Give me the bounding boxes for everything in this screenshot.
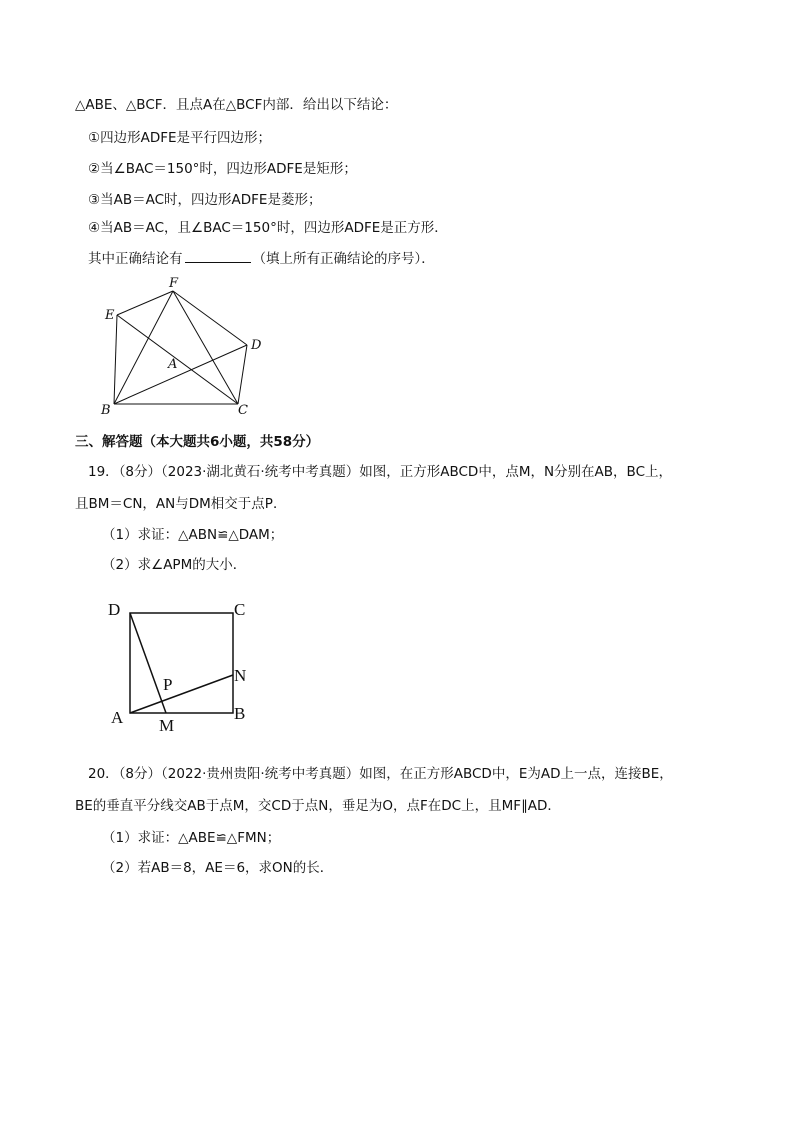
q19-stem-line1 — [88, 462, 672, 482]
q19-stem: 如图，正方形ABCD中，点M，N分别在AB，BC上， — [359, 464, 673, 480]
label-M: M — [159, 716, 175, 735]
q20-source: （2022·贵州贵阳·统考中考真题） — [161, 766, 360, 782]
q18-figure — [95, 275, 275, 420]
q18-item-1: ①四边形ADFE是平行四边形； — [88, 130, 272, 146]
segment-BF — [114, 291, 173, 404]
q20-number: 20． — [88, 766, 119, 782]
label-P: P — [163, 675, 173, 694]
q20-score: （8分） — [118, 766, 162, 782]
label-B: B — [234, 704, 246, 723]
segment-AN — [130, 675, 233, 713]
label-E: E — [105, 308, 115, 323]
segment-FC — [173, 291, 238, 404]
q18-ask-prefix: 其中正确结论有 — [88, 251, 183, 267]
q19-figure — [100, 595, 270, 740]
segment-FD — [173, 291, 247, 345]
q18-item-2: ②当∠BAC＝150°时，四边形ADFE是矩形； — [88, 161, 357, 177]
label-B: B — [101, 403, 111, 418]
label-A: A — [168, 357, 178, 372]
segment-DM — [130, 613, 166, 713]
q18-item-4: ④当AB＝AC，且∠BAC＝150°时，四边形ADFE是正方形． — [88, 220, 448, 236]
q19-part1: （1）求证：△ABN≌△DAM； — [102, 527, 284, 543]
label-N: N — [234, 666, 247, 685]
q19-part2: （2）求∠APM的大小． — [102, 557, 247, 573]
section-title: 三、解答题（本大题共6小题，共58分） — [75, 434, 320, 450]
q19-score: （8分） — [118, 464, 162, 480]
segment-DC — [238, 345, 247, 404]
q20-stem-line1 — [88, 764, 673, 784]
square-ABCD — [130, 613, 233, 713]
label-A: A — [111, 708, 124, 727]
label-F: F — [169, 276, 179, 291]
q19-number: 19． — [88, 464, 119, 480]
label-D: D — [108, 600, 121, 619]
q18-intro-tail: △ABE、△BCF．且点A在△BCF内部．给出以下结论： — [75, 97, 398, 113]
segment-BE — [114, 315, 117, 404]
label-D: D — [251, 338, 262, 353]
q20-stem: 如图，在正方形ABCD中，E为AD上一点，连接BE， — [359, 766, 673, 782]
q20-part2: （2）若AB＝8，AE＝6，求ON的长． — [102, 860, 334, 876]
q19-source: （2023·湖北黄石·统考中考真题） — [161, 464, 360, 480]
q20-part1: （1）求证：△ABE≌△FMN； — [102, 830, 281, 846]
q18-question — [88, 248, 435, 269]
q19-stem-line2: 且BM＝CN，AN与DM相交于点P． — [75, 496, 287, 512]
segment-EF — [117, 291, 173, 315]
segment-EC — [117, 315, 238, 404]
q18-item-3: ③当AB＝AC时，四边形ADFE是菱形； — [88, 192, 322, 208]
segment-BD — [114, 345, 247, 404]
q18-ask-suffix: （填上所有正确结论的序号）． — [252, 251, 435, 267]
label-C: C — [238, 403, 248, 418]
q20-stem-line2: BE的垂直平分线交AB于点M，交CD于点N，垂足为O，点F在DC上，且MF∥AD． — [75, 798, 561, 814]
answer-blank — [185, 248, 251, 263]
label-C: C — [234, 600, 246, 619]
